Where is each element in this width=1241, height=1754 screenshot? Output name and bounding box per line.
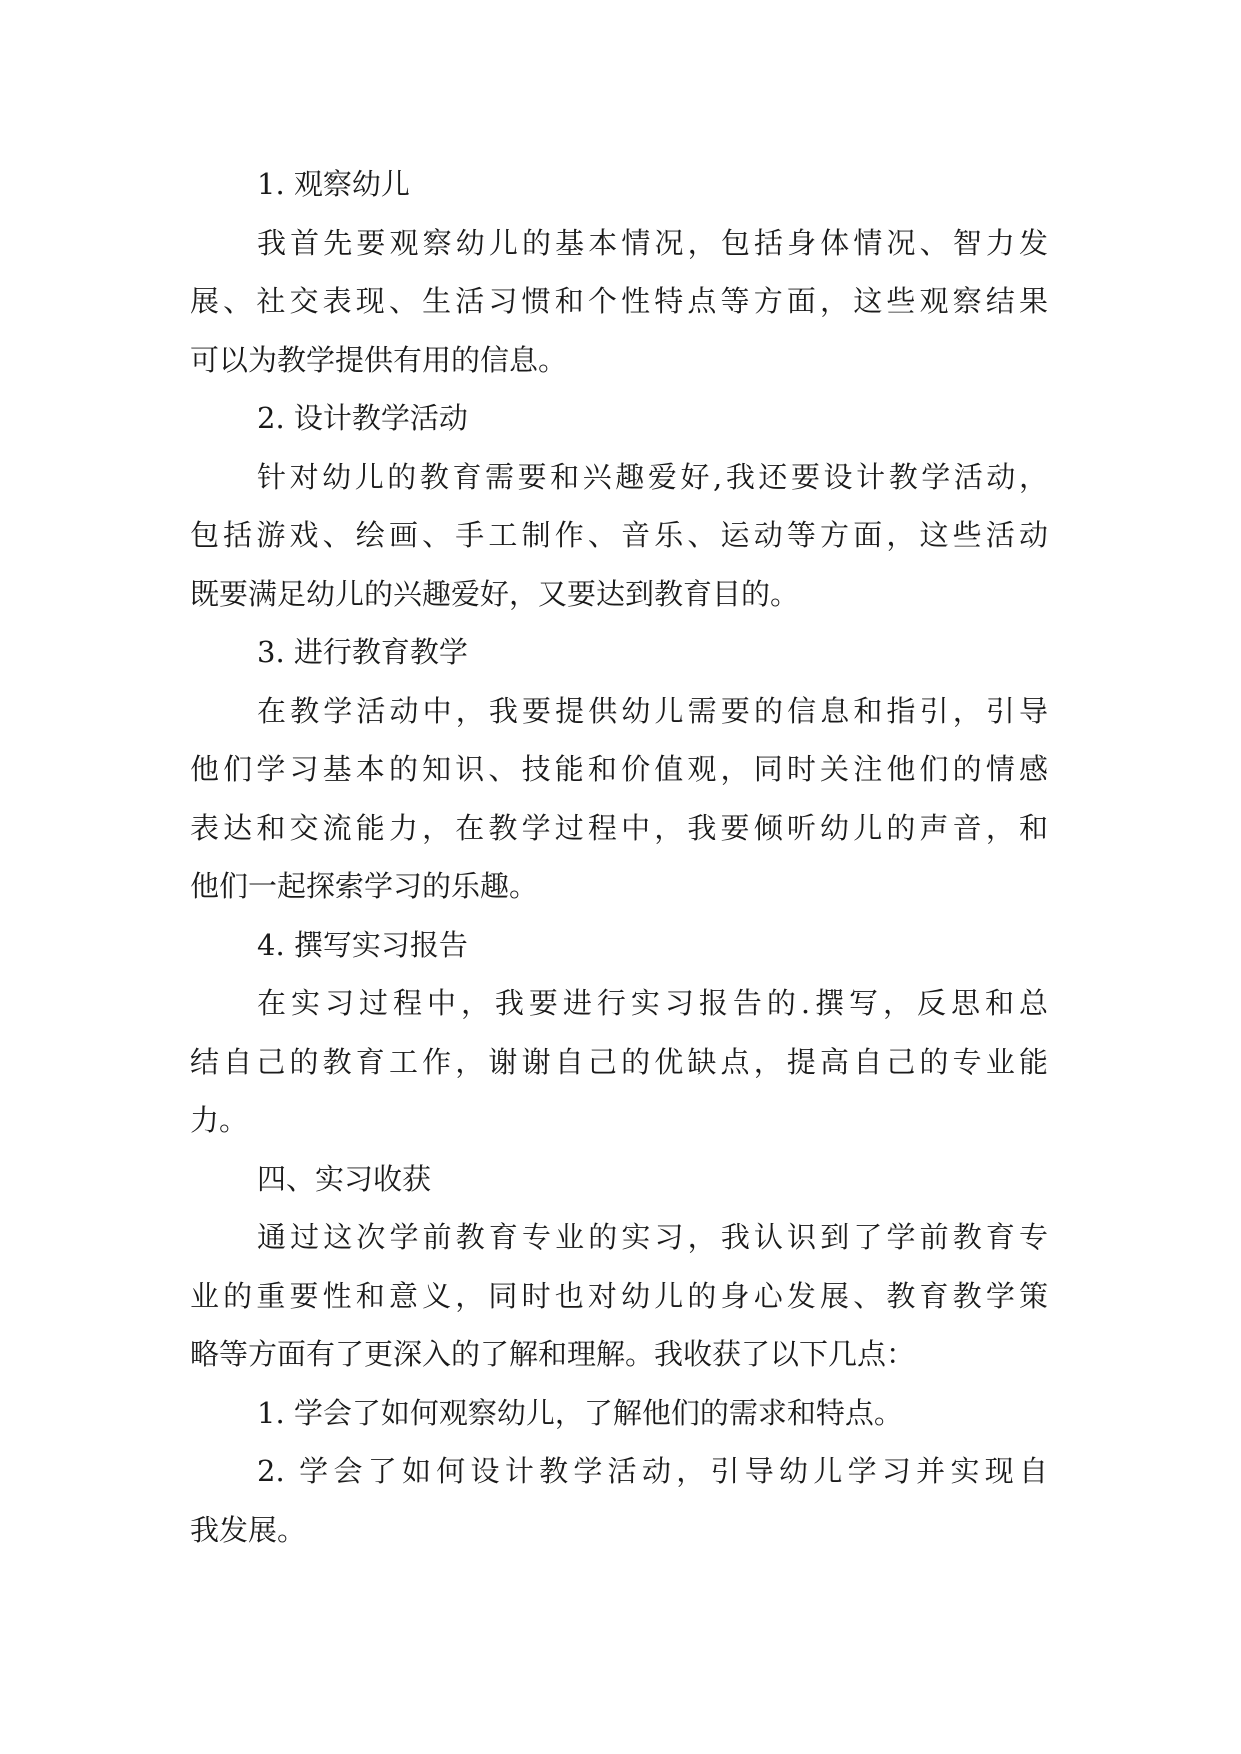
paragraph-line: 既要满足幼儿的兴趣爱好，又要达到教育目的。 — [190, 576, 800, 611]
paragraph-line: 业的重要性和意义，同时也对幼儿的身心发展、教育教学策 — [190, 1278, 1048, 1313]
section-heading-gains: 四、实习收获 — [257, 1161, 432, 1196]
paragraph-line: 针对幼儿的教育需要和兴趣爱好,我还要设计教学活动， — [257, 459, 1048, 494]
list-item-gain-1: 1. 学会了如何观察幼儿，了解他们的需求和特点。 — [257, 1395, 903, 1430]
paragraph-line: 通过这次学前教育专业的实习，我认识到了学前教育专 — [257, 1220, 1048, 1254]
paragraph-line: 结自己的教育工作，谢谢自己的优缺点，提高自己的专业能 — [190, 1044, 1048, 1079]
document-page — [190, 155, 1048, 1559]
paragraph-line: 在教学活动中，我要提供幼儿需要的信息和指引，引导 — [257, 693, 1048, 728]
heading-write-report: 4. 撰写实习报告 — [257, 927, 468, 962]
heading-design-activities: 2. 设计教学活动 — [257, 401, 468, 435]
paragraph-line: 展、社交表现、生活习惯和个性特点等方面，这些观察结果 — [190, 284, 1048, 318]
paragraph-line: 他们一起探索学习的乐趣。 — [190, 869, 539, 903]
paragraph-line: 包括游戏、绘画、手工制作、音乐、运动等方面，这些活动 — [190, 518, 1048, 552]
paragraph-line: 略等方面有了更深入的了解和理解。我收获了以下几点： — [190, 1337, 916, 1371]
paragraph-line: 他们学习基本的知识、技能和价值观，同时关注他们的情感 — [190, 752, 1048, 786]
list-item-gain-2: 2. 学会了如何设计教学活动，引导幼儿学习并实现自 — [257, 1454, 1048, 1488]
paragraph-line: 可以为教学提供有用的信息。 — [190, 342, 568, 377]
paragraph-line: 表达和交流能力，在教学过程中，我要倾听幼儿的声音，和 — [190, 810, 1048, 845]
paragraph-line: 我发展。 — [190, 1512, 307, 1547]
paragraph-line: 在实习过程中，我要进行实习报告的.撰写，反思和总 — [257, 986, 1048, 1020]
heading-observe-children: 1. 观察幼儿 — [257, 167, 410, 201]
paragraph-line: 我首先要观察幼儿的基本情况，包括身体情况、智力发 — [257, 225, 1048, 260]
paragraph-line: 力。 — [190, 1103, 249, 1137]
heading-conduct-teaching: 3. 进行教育教学 — [257, 635, 468, 669]
